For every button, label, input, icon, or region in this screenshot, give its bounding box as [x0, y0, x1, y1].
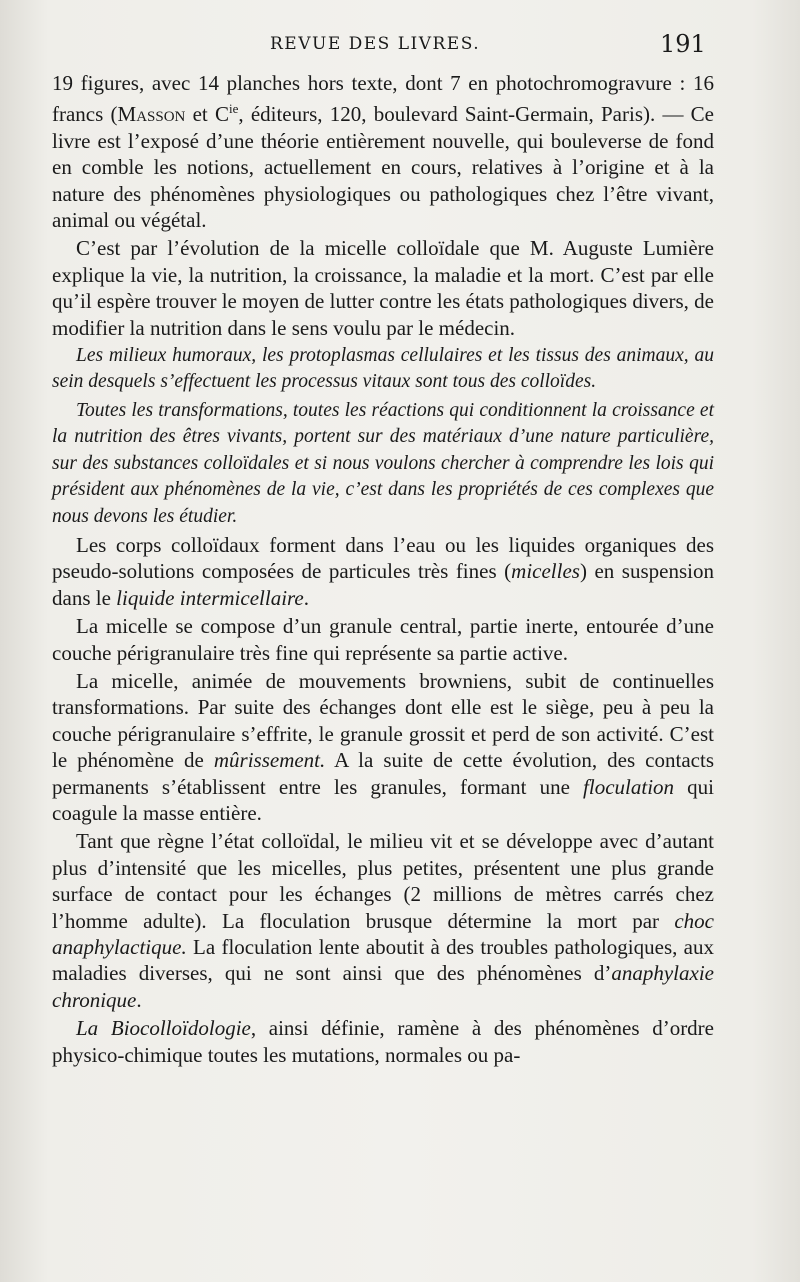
- paragraph-2: C’est par l’évolution de la micelle colloïdale que M. Auguste Lumière explique la vie, la nutrition, la croissance, la maladie et la mort. C’est par elle qu’il espère trouver le moyen de lutter contre les états pathologiques divers, de modifier la nutrition dans le sens voulu par le médecin.: [52, 236, 714, 340]
- paragraph-4: Toutes les transformations, toutes les réactions qui conditionnent la croissance et la nutrition des êtres vivants, portent sur des matériaux d’une nature particulière, sur des substances colloïdales et si nous voulons chercher à comprendre les lois qui président aux phénomènes de la vie, c’est dans les propriétés de ces complexes que nous devons les étudier.: [52, 399, 714, 527]
- term-murissement: mûrissement.: [213, 748, 326, 773]
- superscript-ie: ie: [228, 101, 239, 117]
- paragraph-1-text-c: , éditeurs, 120, boulevard Saint-Germain, Paris). — Ce livre est l’exposé d’une théorie entièrement nouvelle, qui bouleverse de fond en comble les notions, actuellement en cours, relatives à l’origine et à la nature des phénomènes physiologiques ou pathologiques chez l’être vivant, animal ou végétal.: [52, 102, 714, 233]
- paragraph-6: La micelle se compose d’un granule central, partie inerte, entourée d’une couche périgranulaire très fine qui représente sa partie active.: [52, 614, 714, 665]
- page-body: [52, 70, 714, 1070]
- paragraph-1-text-b: et C: [185, 102, 229, 127]
- page-number: 191: [660, 30, 706, 58]
- term-anaphylaxie-chronique: anaphylaxie chronique: [52, 961, 714, 1012]
- paragraph-9: [52, 1015, 714, 1068]
- publisher-name: Masson: [117, 102, 186, 127]
- term-liquide-intermicellaire: liquide intermicellaire: [116, 585, 304, 610]
- page-header: [0, 30, 800, 64]
- paragraph-5-text-c: .: [303, 585, 310, 610]
- paragraph-7-text-b: A la suite de cette évolution, des contacts permanents s’établissent entre les granules, formant une: [52, 748, 714, 799]
- running-head: REVUE DES LIVRES.: [270, 34, 481, 54]
- paragraph-5: [52, 532, 714, 611]
- paragraph-8-text-b: La floculation lente aboutit à des troubles pathologiques, aux maladies diverses, qui ne sont ainsi que des phénomènes d’: [52, 935, 714, 986]
- paragraph-5-text-a: Les corps colloïdaux forment dans l’eau ou les liquides organiques des pseudo-solutions composées de particules très fines (: [52, 532, 714, 584]
- term-floculation: floculation: [583, 774, 675, 799]
- paragraph-7: [52, 668, 714, 826]
- paragraph-9-text-a: , ainsi définie, ramène à des phénomènes d’ordre physico-chimique toutes les mutations, normales ou pa-: [52, 1016, 714, 1067]
- paragraph-3: Les milieux humoraux, les protoplasmas cellulaires et les tissus des animaux, au sein desquels s’effectuent les processus vitaux sont tous des colloïdes.: [52, 345, 714, 393]
- term-micelles: micelles: [511, 559, 580, 584]
- paragraph-1-text-a: 19 figures, avec 14 planches hors texte, dont 7 en photochromogravure : 16 francs (: [52, 71, 714, 127]
- paragraph-7-text-a: La micelle, animée de mouvements browniens, subit de continuelles transformations. Par suite des échanges dont elle est le siège, peu à peu la couche périgranulaire s’effrite, le granule grossit et perd de son activité. C’est le phénomène de: [52, 668, 714, 773]
- term-biocolloidologie: La Biocolloïdologie: [76, 1016, 251, 1041]
- paragraph-7-text-c: qui coagule la masse entière.: [52, 774, 714, 825]
- paragraph-8: [52, 828, 714, 1013]
- paragraph-1: [52, 70, 714, 233]
- term-choc-anaphylactique: choc anaphylactique.: [52, 908, 714, 959]
- paragraph-5-text-b: ) en suspension dans le: [52, 559, 714, 610]
- paragraph-8-text-a: Tant que règne l’état colloïdal, le milieu vit et se développe avec d’autant plus d’intensité que les micelles, plus petites, présentent une plus grande surface de contact pour les échanges (2 millions de mètres carrés chez l’homme adulte). La floculation brusque détermine la mort par: [52, 829, 714, 933]
- paragraph-8-text-c: .: [136, 987, 142, 1012]
